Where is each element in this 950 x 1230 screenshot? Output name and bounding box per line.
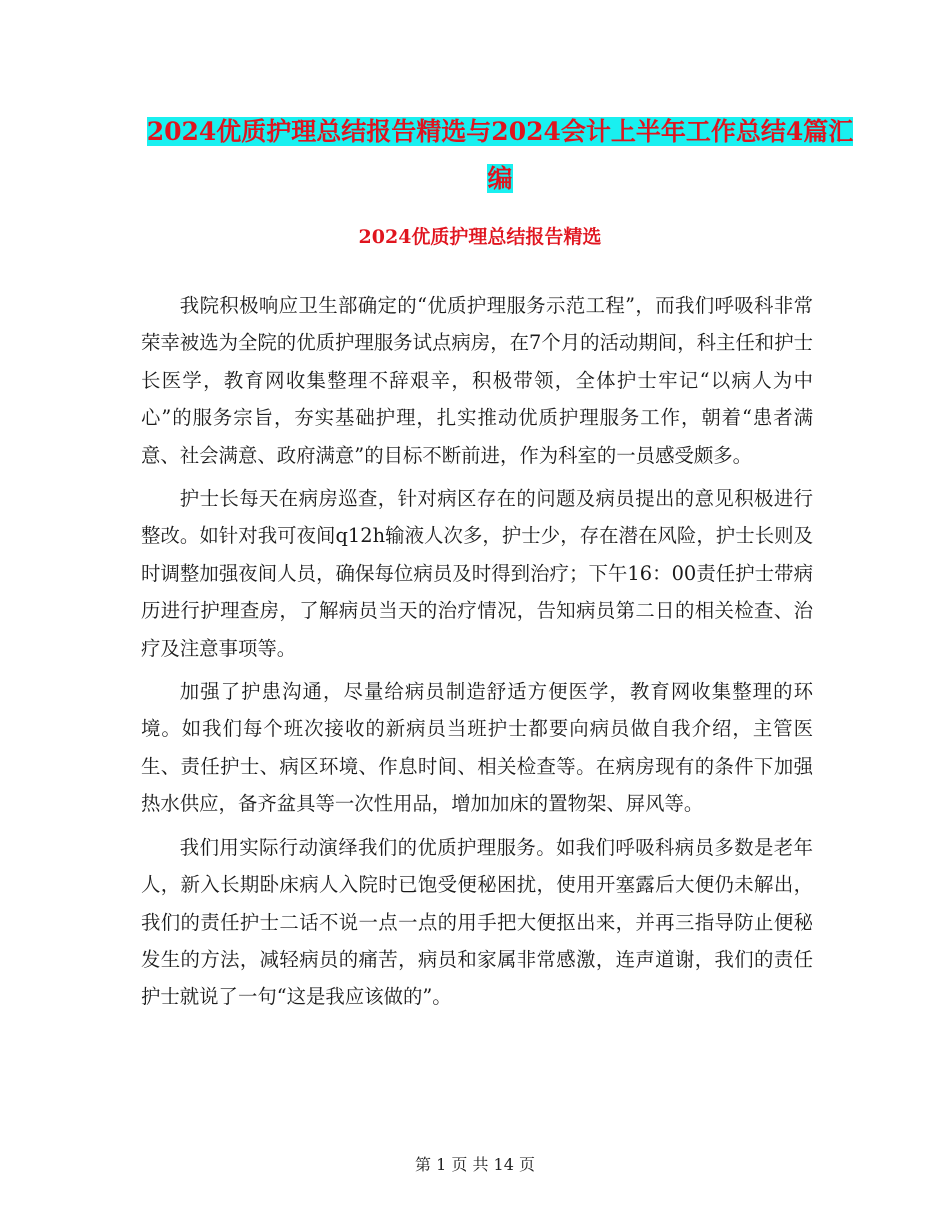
paragraph: 我院积极响应卫生部确定的“优质护理服务示范工程”，而我们呼吸科非常荣幸被选为全院的优质护理服务试点病房，在7个月的活动期间，科主任和护士长医学，教育网收集整理不辞艰辛，积极带领，全体护士牢记“以病人为中心”的服务宗旨，夯实基础护理，扎实推动优质护理服务工作，朝着“患者满意、社会满意、政府满意”的目标不断前进，作为科室的一员感受颇多。 [141, 294, 813, 467]
paragraph: 护士长每天在病房巡查，针对病区存在的问题及病员提出的意见积极进行整改。如针对我可夜间q12h输液人次多，护士少，存在潜在风险，护士长则及时调整加强夜间人员，确保每位病员及时得到治疗；下午16：00责任护士带病历进行护理查房，了解病员当天的治疗情况，告知病员第二日的相关检查、治疗及注意事项等。 [141, 487, 813, 660]
paragraph: 加强了护患沟通，尽量给病员制造舒适方便医学，教育网收集整理的环境。如我们每个班次接收的新病员当班护士都要向病员做自我介绍，主管医生、责任护士、病区环境、作息时间、相关检查等。在病房现有的条件下加强热水供应，备齐盆具等一次性用品，增加加床的置物架、屏风等。 [141, 680, 813, 816]
document-body [141, 287, 813, 1022]
document-title [140, 108, 860, 202]
paragraph: 我们用实际行动演绎我们的优质护理服务。如我们呼吸科病员多数是老年人，新入长期卧床病人入院时已饱受便秘困扰，使用开塞露后大便仍未解出，我们的责任护士二话不说一点一点的用手把大便抠出来，并再三指导防止便秘发生的方法，减轻病员的痛苦，病员和家属非常感激，连声道谢，我们的责任护士就说了一句“这是我应该做的”。 [141, 835, 813, 1009]
section-heading: 2024优质护理总结报告精选 [358, 226, 602, 248]
page-number-footer: 第 1 页 共 14 页 [415, 1155, 535, 1174]
document-title-text: 2024优质护理总结报告精选与2024会计上半年工作总结4篇汇编 [146, 117, 854, 193]
